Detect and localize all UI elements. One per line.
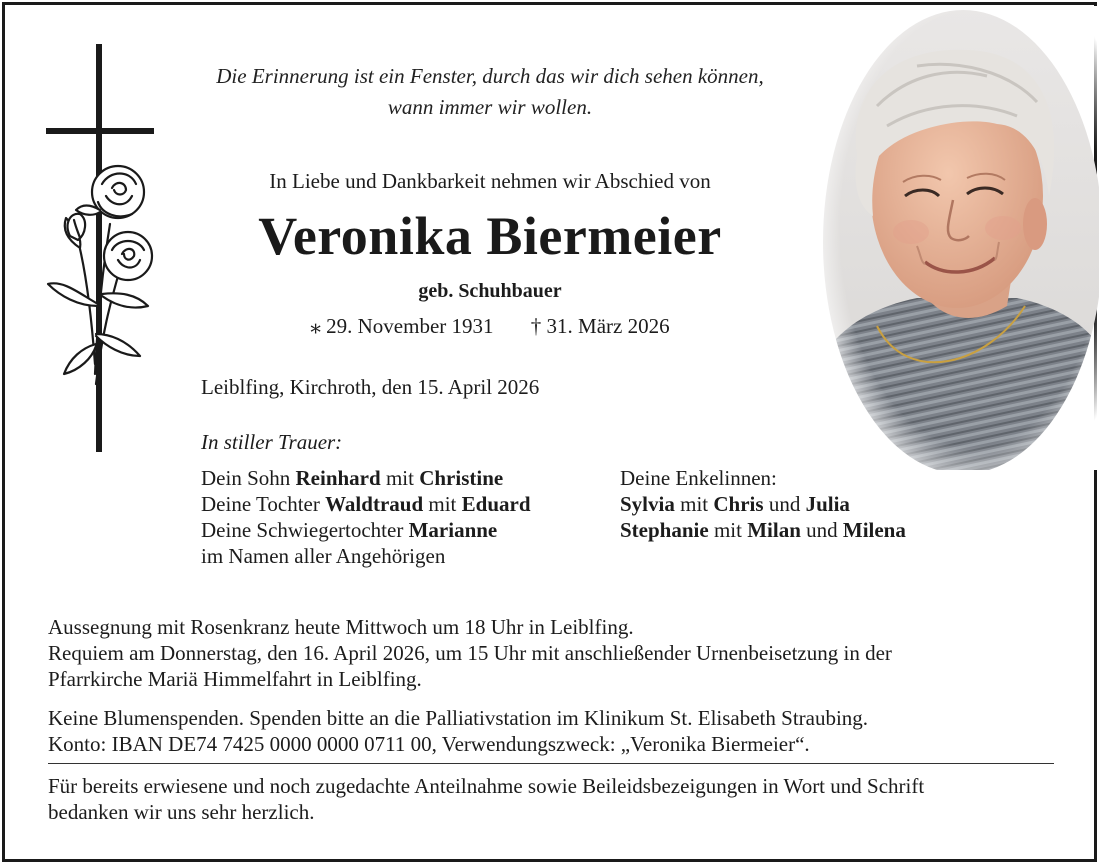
cross-with-roses-icon — [40, 44, 160, 454]
maiden-name: geb. Schuhbauer — [418, 280, 562, 302]
donation-info: Keine Blumenspenden. Spenden bitte an die Palliativstation im Klinikum St. Elisabeth Straubing. Konto: IBAN DE74 7425 0000 0000 0711 00, Verwendungszweck: „Veronika Biermeier“. — [48, 706, 869, 756]
quote-line-1: Die Erinnerung ist ein Fenster, durch das wir dich sehen können, — [216, 64, 764, 88]
mourner-line: im Namen aller Angehörigen — [201, 544, 446, 568]
mourners-left-column — [201, 465, 531, 569]
divider — [48, 763, 1054, 764]
mourners-right-column — [620, 465, 906, 543]
birth-date: ⁎ 29. November 1931 — [310, 314, 494, 338]
mourner-line: Deine Schwiegertochter Marianne — [201, 518, 498, 542]
thanks-note: Für bereits erwiesene und noch zugedachte Anteilnahme sowie Beileidsbezeigungen in Wort und Schrift bedanken wir uns sehr herzlich. — [48, 774, 925, 824]
mourner-line: Deine Tochter Waldtraud mit Eduard — [201, 492, 531, 516]
deceased-name: Veronika Biermeier — [258, 206, 722, 266]
death-date: † 31. März 2026 — [530, 314, 670, 338]
mourner-line: Deine Enkelinnen: — [620, 466, 777, 490]
life-dates — [280, 314, 700, 339]
mourning-heading: In stiller Trauer: — [201, 430, 343, 454]
portrait-photo — [817, 6, 1099, 470]
mourner-line: Dein Sohn Reinhard mit Christine — [201, 466, 504, 490]
place-and-date: Leiblfing, Kirchroth, den 15. April 2026 — [201, 375, 540, 399]
quote-line-2: wann immer wir wollen. — [387, 95, 593, 119]
service-info: Aussegnung mit Rosenkranz heute Mittwoch um 18 Uhr in Leiblfing. Requiem am Donnerstag, den 16. April 2026, um 15 Uhr mit anschließender Urnenbeisetzung in der Pfarrkirche Mariä Himmelfahrt in Leiblfing. — [48, 615, 892, 691]
mourner-line: Stephanie mit Milan und Milena — [620, 518, 906, 542]
mourner-line: Sylvia mit Chris und Julia — [620, 492, 850, 516]
farewell-intro: In Liebe und Dankbarkeit nehmen wir Abschied von — [269, 169, 711, 193]
